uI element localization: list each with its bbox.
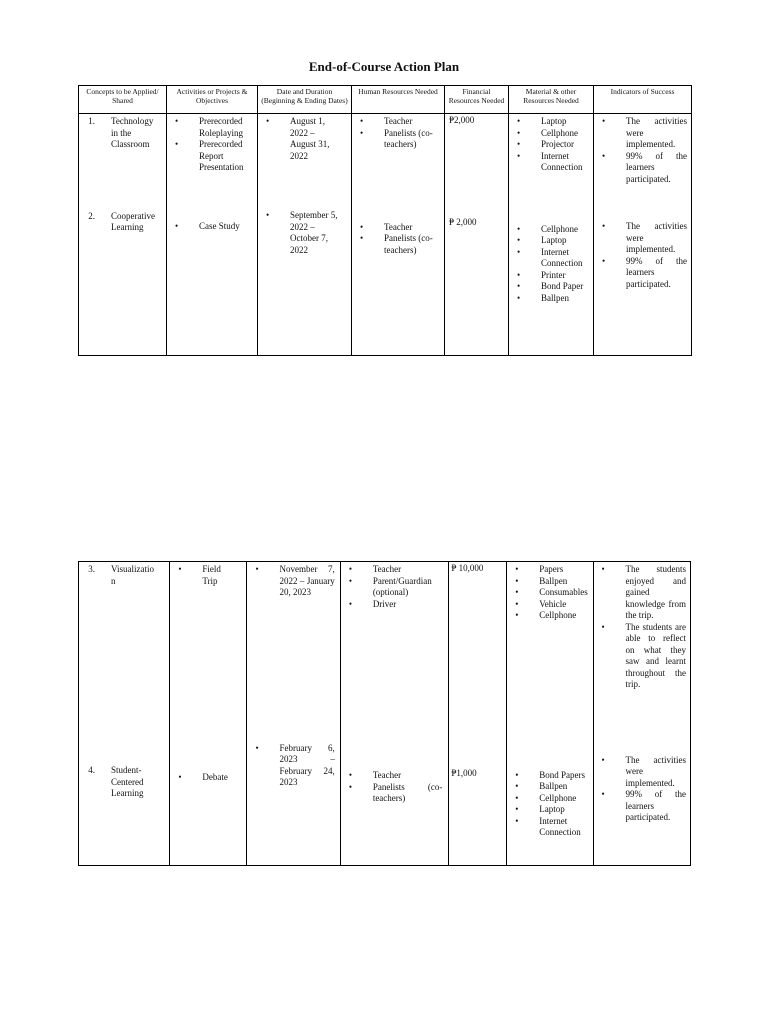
financial-cell <box>445 114 509 356</box>
list-item: • 99% of the learners participated. <box>594 256 691 291</box>
list-item: • Papers <box>507 564 592 576</box>
concept-cell <box>79 562 170 866</box>
list-item: • February 6, 2023 – February 24, 2023 <box>247 743 339 789</box>
list-item: • The activities were implemented. <box>594 116 691 151</box>
financial-value: ₱2,000 <box>449 115 475 125</box>
list-item: • Laptop <box>509 116 593 128</box>
list-item: • Internet Connection <box>509 247 593 270</box>
list-item: • Vehicle <box>507 599 592 611</box>
list-item: • Prerecorded Report Presentation <box>167 139 257 174</box>
list-item: • Teacher <box>341 770 449 782</box>
list-item: • Debate <box>170 772 246 784</box>
financial-value: ₱1,000 <box>451 767 477 778</box>
header-human: Human Resources Needed <box>352 86 445 114</box>
list-item: • Bond Paper <box>509 281 593 293</box>
concept-cell <box>79 114 167 356</box>
list-item: • Laptop <box>509 235 593 247</box>
list-item: • Printer <box>509 270 593 282</box>
materials-cell <box>509 114 594 356</box>
list-item: • The activities were implemented. <box>594 221 691 256</box>
list-item: • Driver <box>341 599 449 611</box>
dates-cell <box>247 562 340 866</box>
header-indicators: Indicators of Success <box>594 86 692 114</box>
financial-value: ₱ 2,000 <box>449 216 477 227</box>
list-item: • Internet Connection <box>507 816 592 839</box>
list-item: • Parent/Guardian (optional) <box>341 576 449 599</box>
financial-cell <box>449 562 507 866</box>
list-item: • Panelists (co-teachers) <box>341 782 449 805</box>
list-item: • Teacher <box>341 564 449 576</box>
list-item: • Projector <box>509 139 593 151</box>
header-activities: Activities or Projects & Objectives <box>167 86 258 114</box>
list-item: • The students enjoyed and gained knowledge from the trip. <box>594 564 690 622</box>
list-item: • 99% of the learners participated. <box>594 151 691 186</box>
list-item: • Bond Papers <box>507 770 592 782</box>
header-concepts: Concepts to be Applied/ Shared <box>79 86 167 114</box>
list-item: • The students are able to reflect on what they saw and learnt throughout the trip. <box>594 622 690 691</box>
list-item: • 99% of the learners participated. <box>594 789 690 824</box>
human-cell <box>340 562 449 866</box>
list-item: • Cellphone <box>507 793 592 805</box>
list-item: • Teacher <box>352 116 444 128</box>
list-item: 3. Visualization <box>88 564 154 586</box>
list-item: • November 7, 2022 – January 20, 2023 <box>247 564 339 599</box>
indicators-cell <box>594 114 692 356</box>
list-item: • Ballpen <box>509 293 593 305</box>
materials-cell <box>507 562 593 866</box>
list-item: • Laptop <box>507 804 592 816</box>
action-plan-table-1 <box>78 85 692 356</box>
human-cell <box>352 114 445 356</box>
list-item: • Case Study <box>167 221 257 233</box>
header-dates: Date and Duration (Beginning & Ending Dates) <box>258 86 352 114</box>
list-item: 1. Technology in the Classroom <box>88 116 154 149</box>
action-plan-table-2 <box>78 561 691 866</box>
list-item: • Teacher <box>352 222 444 234</box>
list-item: • September 5, 2022 – October 7, 2022 <box>258 210 351 256</box>
list-item: • Cellphone <box>509 224 593 236</box>
dates-cell <box>258 114 352 356</box>
activities-cell <box>167 114 258 356</box>
list-item: • Prerecorded Roleplaying <box>167 116 257 139</box>
financial-value: ₱ 10,000 <box>451 563 484 573</box>
list-item: • Ballpen <box>507 781 592 793</box>
list-item: • Cellphone <box>507 610 592 622</box>
header-materials: Material & other Resources Needed <box>509 86 594 114</box>
list-item: • Cellphone <box>509 128 593 140</box>
list-item: 4. Student-Centered Learning <box>88 765 144 798</box>
activities-cell <box>170 562 247 866</box>
page-title: End-of-Course Action Plan <box>308 59 460 74</box>
list-item: • Consumables <box>507 587 592 599</box>
list-item: 2. Cooperative Learning <box>88 210 155 232</box>
list-item: • Field Trip <box>170 564 246 587</box>
list-item: • Panelists (co-teachers) <box>352 128 444 151</box>
list-item: • Ballpen <box>507 576 592 588</box>
header-financial: Financial Resources Needed <box>445 86 509 114</box>
list-item: • August 1, 2022 – August 31, 2022 <box>258 116 351 162</box>
list-item: • Internet Connection <box>509 151 593 174</box>
list-item: • Panelists (co-teachers) <box>352 233 444 256</box>
list-item: • The activities were implemented. <box>594 755 690 790</box>
indicators-cell <box>593 562 690 866</box>
